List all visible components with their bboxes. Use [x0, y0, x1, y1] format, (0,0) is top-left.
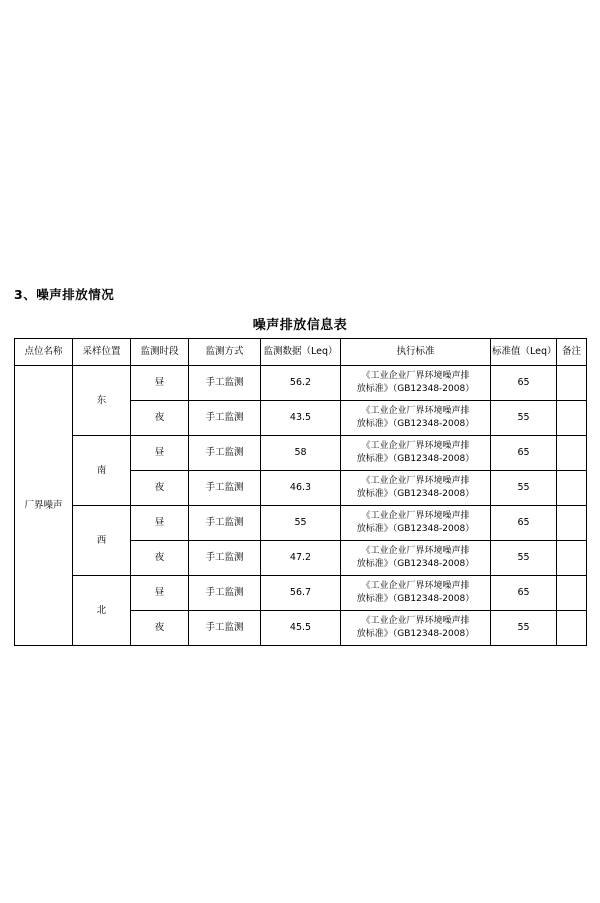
- section-heading: 3、噪声排放情况: [14, 287, 115, 302]
- table-row: [15, 576, 587, 611]
- table-row: [15, 506, 587, 541]
- cell-point-name: 厂界噪声: [15, 366, 73, 646]
- cell-method: 手工监测: [189, 576, 261, 611]
- cell-method: 手工监测: [189, 506, 261, 541]
- cell-position: 西: [73, 506, 131, 576]
- cell-data: 56.2: [261, 366, 341, 401]
- standard-line-1: 《工业企业厂界环境噪声排: [361, 510, 470, 521]
- cell-remark: [557, 436, 587, 471]
- cell-limit: 65: [491, 436, 557, 471]
- cell-data: 47.2: [261, 541, 341, 576]
- cell-limit: 55: [491, 471, 557, 506]
- cell-data: 43.5: [261, 401, 341, 436]
- cell-method: 手工监测: [189, 471, 261, 506]
- cell-period: 夜: [131, 611, 189, 646]
- table-row: [15, 436, 587, 471]
- header-point-name: 点位名称: [15, 339, 73, 366]
- cell-data: 45.5: [261, 611, 341, 646]
- standard-line-2: 放标准》（GB12348-2008）: [356, 629, 475, 639]
- cell-method: 手工监测: [189, 541, 261, 576]
- cell-period: 夜: [131, 471, 189, 506]
- cell-method: 手工监测: [189, 366, 261, 401]
- cell-standard: [341, 401, 491, 436]
- cell-remark: [557, 471, 587, 506]
- standard-line-2: 放标准》（GB12348-2008）: [356, 524, 475, 534]
- standard-line-1: 《工业企业厂界环境噪声排: [361, 545, 470, 556]
- cell-standard: [341, 541, 491, 576]
- cell-period: 夜: [131, 541, 189, 576]
- standard-line-2: 放标准》（GB12348-2008）: [356, 559, 475, 569]
- cell-standard: [341, 471, 491, 506]
- standard-line-1: 《工业企业厂界环境噪声排: [361, 475, 470, 486]
- cell-limit: 55: [491, 541, 557, 576]
- cell-period: 昼: [131, 366, 189, 401]
- standard-line-1: 《工业企业厂界环境噪声排: [361, 580, 470, 591]
- cell-period: 昼: [131, 436, 189, 471]
- cell-limit: 55: [491, 401, 557, 436]
- cell-remark: [557, 366, 587, 401]
- cell-data: 46.3: [261, 471, 341, 506]
- cell-limit: 65: [491, 506, 557, 541]
- cell-position: 南: [73, 436, 131, 506]
- cell-limit: 65: [491, 576, 557, 611]
- table-title: 噪声排放信息表: [252, 318, 348, 333]
- standard-line-1: 《工业企业厂界环境噪声排: [361, 405, 470, 416]
- standard-line-2: 放标准》（GB12348-2008）: [356, 419, 475, 429]
- cell-limit: 65: [491, 366, 557, 401]
- cell-period: 昼: [131, 576, 189, 611]
- standard-line-1: 《工业企业厂界环境噪声排: [361, 370, 470, 381]
- header-method: 监测方式: [189, 339, 261, 366]
- cell-remark: [557, 541, 587, 576]
- header-limit: 标准值（Leq）: [491, 339, 557, 366]
- standard-line-1: 《工业企业厂界环境噪声排: [361, 440, 470, 451]
- standard-line-2: 放标准》（GB12348-2008）: [356, 384, 475, 394]
- cell-period: 昼: [131, 506, 189, 541]
- cell-standard: [341, 366, 491, 401]
- header-data: 监测数据（Leq）: [261, 339, 341, 366]
- cell-method: 手工监测: [189, 611, 261, 646]
- cell-method: 手工监测: [189, 436, 261, 471]
- header-remark: 备注: [557, 339, 587, 366]
- standard-line-2: 放标准》（GB12348-2008）: [356, 454, 475, 464]
- table-header-row: [15, 339, 587, 366]
- standard-line-2: 放标准》（GB12348-2008）: [356, 594, 475, 604]
- header-position: 采样位置: [73, 339, 131, 366]
- cell-remark: [557, 576, 587, 611]
- standard-line-2: 放标准》（GB12348-2008）: [356, 489, 475, 499]
- cell-limit: 55: [491, 611, 557, 646]
- cell-remark: [557, 611, 587, 646]
- cell-method: 手工监测: [189, 401, 261, 436]
- cell-position: 北: [73, 576, 131, 646]
- standard-line-1: 《工业企业厂界环境噪声排: [361, 615, 470, 626]
- cell-data: 55: [261, 506, 341, 541]
- header-period: 监测时段: [131, 339, 189, 366]
- cell-remark: [557, 506, 587, 541]
- header-standard: 执行标准: [341, 339, 491, 366]
- cell-position: 东: [73, 366, 131, 436]
- table-row: [15, 366, 587, 401]
- cell-data: 58: [261, 436, 341, 471]
- cell-period: 夜: [131, 401, 189, 436]
- cell-standard: [341, 576, 491, 611]
- cell-remark: [557, 401, 587, 436]
- cell-standard: [341, 436, 491, 471]
- noise-emission-table: [14, 338, 587, 646]
- cell-standard: [341, 611, 491, 646]
- cell-standard: [341, 506, 491, 541]
- cell-data: 56.7: [261, 576, 341, 611]
